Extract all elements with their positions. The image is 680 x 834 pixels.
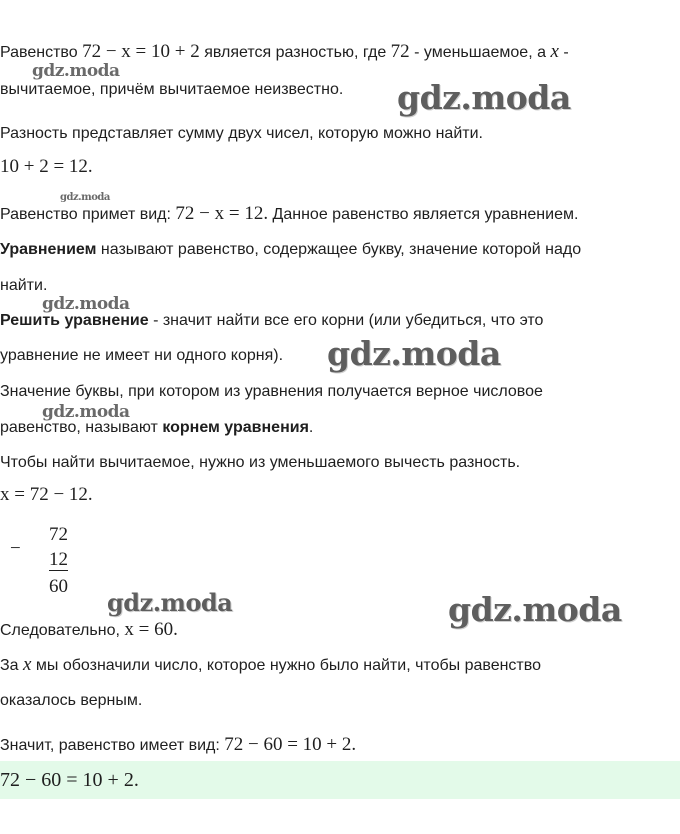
bold-term: корнем уравнения	[162, 419, 309, 436]
watermark: gdz.moda	[327, 334, 501, 373]
paragraph-line	[0, 240, 581, 260]
watermark: gdz.moda	[448, 590, 622, 629]
math-variable: x	[550, 41, 559, 62]
paragraph-line	[0, 204, 578, 225]
watermark: gdz.moda	[42, 402, 130, 422]
math-line: x = 72 − 12.	[0, 484, 93, 505]
paragraph-line: уравнение не имеет ни одного корня).	[0, 347, 284, 364]
text: .	[308, 419, 314, 436]
watermark: gdz.moda	[32, 61, 120, 81]
math-line: 10 + 2 = 12.	[0, 156, 93, 177]
text: равенство, называют	[0, 419, 163, 436]
bold-term: Решить уравнение	[0, 312, 149, 329]
paragraph-line	[0, 311, 543, 331]
watermark: gdz.moda	[397, 78, 571, 117]
paragraph-line: Разность представляет сумму двух чисел, которую можно найти.	[0, 125, 483, 142]
text: Равенство	[0, 44, 83, 61]
paragraph-line	[0, 418, 313, 438]
difference: 60	[49, 576, 68, 597]
text: Значит, равенство имеет вид:	[0, 737, 225, 754]
text: называют равенство, содержащее букву, значение которой надо	[96, 241, 582, 258]
answer-expression: 72 − 60 = 10 + 2.	[0, 769, 139, 791]
text: За	[0, 657, 24, 674]
text: -	[558, 44, 569, 61]
answer-highlight	[0, 761, 680, 799]
text: - значит найти все его корни (или убедиться, что это	[148, 312, 544, 329]
math-expression: 72	[390, 41, 410, 62]
math-expression: x = 60.	[124, 619, 178, 640]
minus-sign: −	[10, 538, 21, 559]
watermark: gdz.moda	[60, 192, 110, 203]
text: Данное равенство является уравнением.	[268, 206, 579, 223]
paragraph-line: Значение буквы, при котором из уравнения получается верное числовое	[0, 383, 543, 400]
paragraph-line	[0, 655, 541, 676]
paragraph-line	[0, 42, 569, 63]
math-expression: 72 − 60 = 10 + 2.	[224, 734, 357, 755]
text: Следовательно,	[0, 622, 125, 639]
minuend: 72	[49, 524, 68, 545]
paragraph-line	[0, 735, 356, 756]
math-expression: 72 − x = 10 + 2	[82, 41, 200, 62]
text: мы обозначили число, которое нужно было найти, чтобы равенство	[31, 657, 541, 674]
text: является разностью, где	[199, 44, 391, 61]
paragraph-line: оказалось верным.	[0, 692, 143, 709]
text: Равенство примет вид:	[0, 206, 176, 223]
watermark: gdz.moda	[42, 294, 130, 314]
paragraph-line	[0, 620, 178, 641]
paragraph-line: найти.	[0, 277, 48, 294]
bold-term: Уравнением	[0, 241, 97, 258]
paragraph-line: вычитаемое, причём вычитаемое неизвестно.	[0, 81, 344, 98]
subtrahend: 12	[49, 549, 68, 570]
watermark: gdz.moda	[107, 588, 233, 617]
math-variable: x	[23, 654, 32, 675]
paragraph-line: Чтобы найти вычитаемое, нужно из уменьшаемого вычесть разность.	[0, 454, 521, 471]
text: - уменьшаемое, а	[409, 44, 551, 61]
math-expression: 72 − x = 12.	[175, 203, 269, 224]
